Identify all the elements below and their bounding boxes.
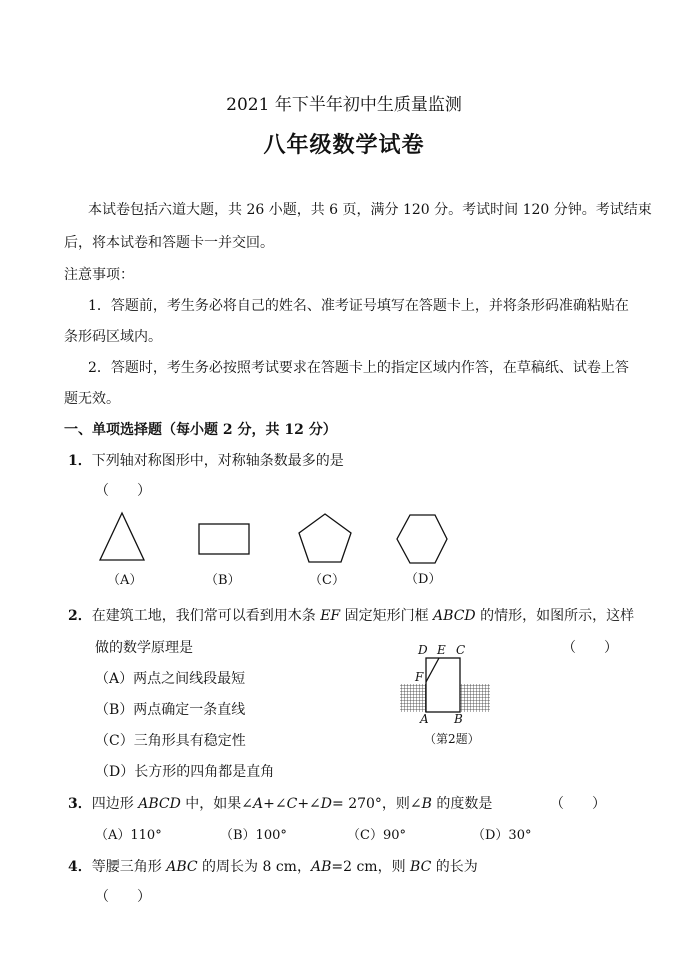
option-a-label: （A） (107, 573, 143, 588)
question-number: 1． (68, 453, 92, 469)
question-2-line-2: 做的数学原理是 (95, 640, 193, 656)
stem-part: +∠ (263, 796, 287, 812)
angle-a: A (253, 796, 264, 812)
intro-line-2: 后，将本试卷和答题卡一并交回。 (64, 235, 274, 251)
quad-abcd: ABCD (433, 608, 476, 624)
stem-part: 的度数是 (431, 796, 493, 812)
triangle-abc: ABC (166, 859, 198, 875)
question-stem: 下列轴对称图形中，对称轴条数最多的是 (91, 453, 344, 469)
q3-option-d: （D）30° (472, 828, 532, 843)
quad-abcd: ABCD (138, 796, 181, 812)
question-number: 2． (68, 608, 92, 624)
point-b: B (454, 712, 463, 726)
note-1-line-1: 1．答题前，考生务必将自己的姓名、准考证号填写在答题卡上，并将条形码准确粘贴在 (88, 298, 629, 314)
q1-shapes (95, 508, 475, 568)
note-1-line-2: 条形码区域内。 (64, 329, 162, 345)
stem-part: 的长为 (431, 859, 478, 875)
stem-part: 的周长为 8 cm， (197, 859, 311, 875)
answer-blank: （ ） (95, 889, 151, 905)
question-4 (68, 856, 478, 876)
q3-option-b: （B）100° (220, 828, 287, 843)
question-3 (68, 793, 492, 813)
stem-part: = 270°，则∠ (332, 796, 422, 812)
answer-blank: （ ） (562, 640, 618, 656)
figure-caption: （第2题） (424, 732, 480, 746)
door-frame-figure (395, 640, 495, 726)
wall-left (400, 684, 426, 712)
answer-blank: （ ） (95, 483, 151, 499)
q2-option-a: （A）两点之间线段最短 (95, 671, 246, 687)
stem-part: 在建筑工地，我们常可以看到用木条 (91, 608, 321, 624)
q2-option-d: （D）长方形的四角都是直角 (95, 764, 275, 780)
exam-title: 2021 年下半年初中生质量监测 (226, 95, 462, 115)
option-d-label: （D） (405, 572, 442, 587)
stem-part: 的情形，如图所示，这样 (475, 608, 635, 624)
option-b-label: （B） (205, 573, 241, 588)
hexagon-shape (397, 515, 447, 563)
triangle-shape (100, 513, 144, 560)
wall-right (460, 684, 490, 712)
stem-part: 固定矩形门框 (340, 608, 434, 624)
q2-option-c: （C）三角形具有稳定性 (95, 733, 246, 749)
point-d: D (418, 643, 428, 657)
stem-part: 等腰三角形 (91, 859, 167, 875)
question-number: 3． (68, 796, 92, 812)
section-1-heading: 一、单项选择题（每小题 2 分，共 12 分） (64, 422, 337, 438)
exam-subtitle: 八年级数学试卷 (263, 132, 425, 158)
angle-d: D (320, 796, 333, 812)
stem-part: =2 cm，则 (331, 859, 411, 875)
stem-part: +∠ (297, 796, 321, 812)
option-c-label: （C） (309, 573, 345, 588)
intro-line-1: 本试卷包括六道大题，共 26 小题，共 6 页，满分 120 分。考试时间 120 分钟。考试结束 (88, 202, 652, 218)
q3-option-a: （A）110° (95, 828, 162, 843)
segment-ef: EF (320, 608, 341, 624)
door-frame (426, 658, 460, 712)
segment-ab: AB (310, 859, 332, 875)
segment-bc: BC (410, 859, 432, 875)
question-number: 4． (68, 859, 92, 875)
pentagon-shape (299, 514, 351, 562)
note-2-line-2: 题无效。 (64, 391, 120, 407)
point-f: F (415, 670, 424, 684)
note-2-line-1: 2．答题时，考生务必按照考试要求在答题卡上的指定区域内作答，在草稿纸、试卷上答 (88, 360, 629, 376)
answer-blank: （ ） (550, 796, 606, 812)
question-1 (68, 450, 344, 470)
q3-option-c: （C）90° (347, 828, 406, 843)
angle-c: C (286, 796, 298, 812)
notes-heading: 注意事项： (64, 267, 134, 283)
q2-option-b: （B）两点确定一条直线 (95, 702, 246, 718)
rectangle-shape (199, 524, 249, 554)
point-c: C (456, 643, 466, 657)
angle-b: B (421, 796, 432, 812)
point-a: A (420, 712, 429, 726)
point-e: E (437, 643, 446, 657)
stem-part: 中，如果∠ (180, 796, 253, 812)
stem-part: 四边形 (91, 796, 139, 812)
question-2 (68, 605, 634, 625)
